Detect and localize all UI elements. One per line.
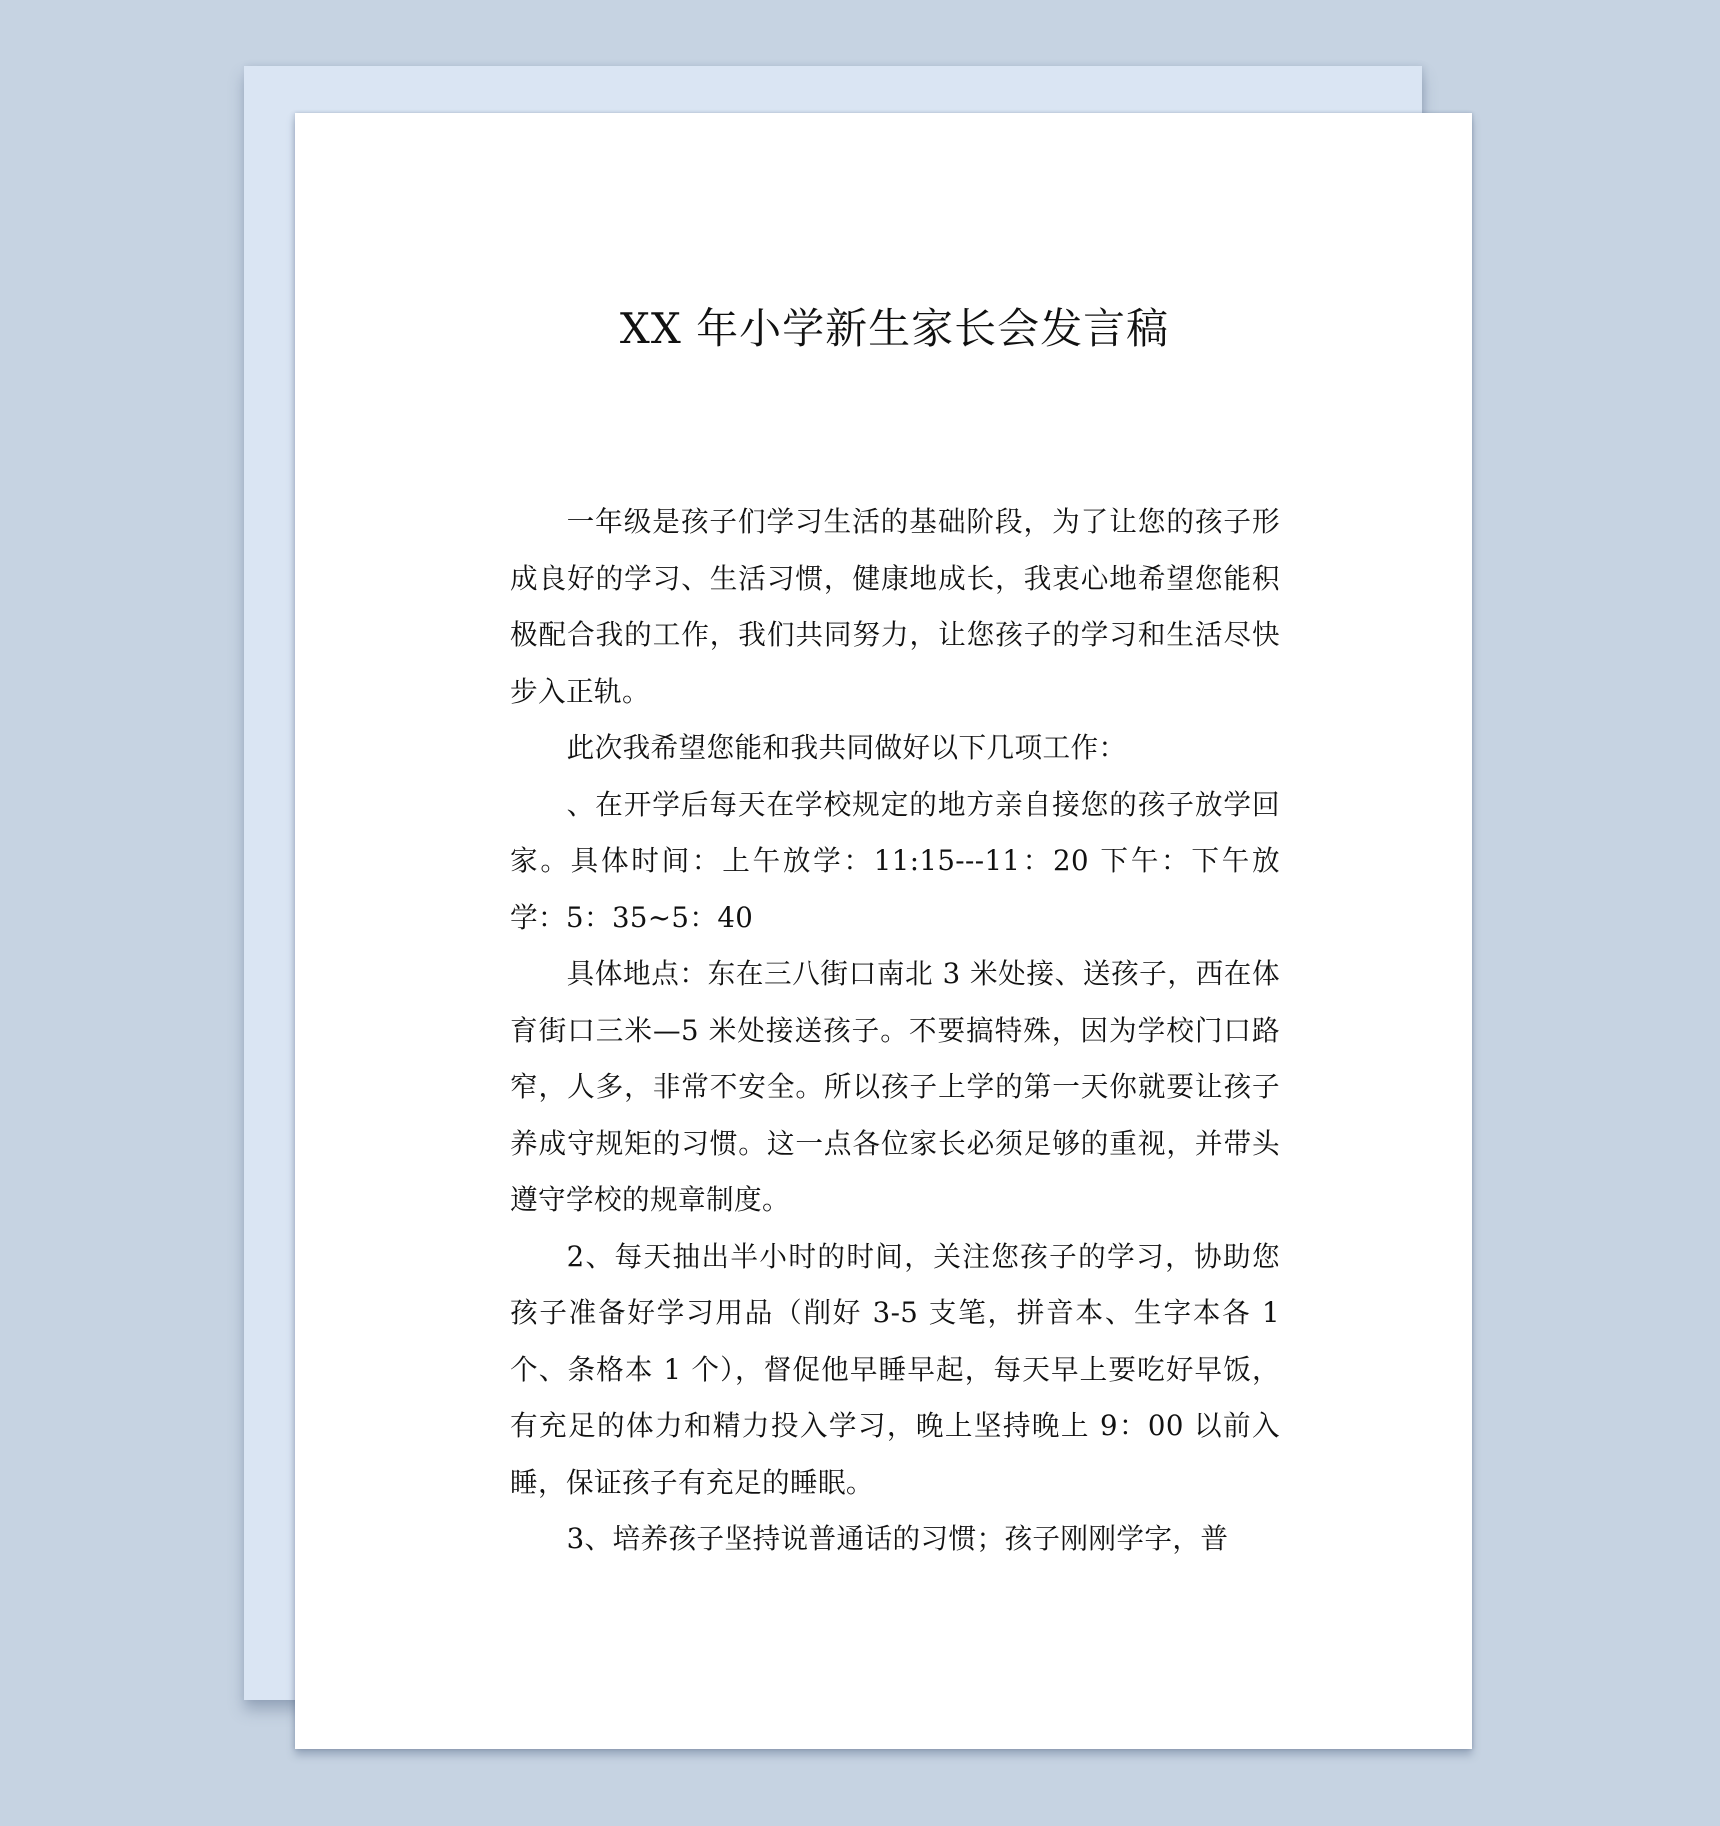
paragraph-item-3-mandarin: 3、培养孩子坚持说普通话的习惯；孩子刚刚学字，普 [566, 1522, 1229, 1555]
paragraph-item-1-pickup-location: 具体地点：东在三八街口南北 3 米处接、送孩子，西在体育街口三米—5 米处接送孩子。不要搞特殊，因为学校门口路窄，人多，非常不安全。所以孩子上学的第一天你就要让孩子养成守规矩的习惯。这一点各位家长必须足够的重视，并带头遵守学校的规章制度。 [510, 957, 1280, 1216]
document-body [510, 494, 1280, 1568]
paragraph-intro: 一年级是孩子们学习生活的基础阶段，为了让您的孩子形成良好的学习、生活习惯，健康地成长，我衷心地希望您能积极配合我的工作，我们共同努力，让您孩子的学习和生活尽快步入正轨。 [510, 505, 1280, 708]
document-page [295, 113, 1472, 1749]
paragraph-tasks-lead: 此次我希望您能和我共同做好以下几项工作： [566, 731, 1127, 764]
document-title: XX 年小学新生家长会发言稿 [619, 304, 1170, 353]
paragraph-item-2-study: 2、每天抽出半小时的时间，关注您孩子的学习，协助您孩子准备好学习用品（削好 3-5 支笔，拼音本、生字本各 1 个、条格本 1 个），督促他早睡早起，每天早上要吃好早饭，有充足的体力和精力投入学习，晚上坚持晚上 9：00 以前入睡，保证孩子有充足的睡眠。 [510, 1239, 1280, 1499]
paragraph-item-1-pickup-time: 、在开学后每天在学校规定的地方亲自接您的孩子放学回家。具体时间：上午放学：11:15---11：20 下午：下午放学：5：35~5：40 [510, 787, 1280, 934]
